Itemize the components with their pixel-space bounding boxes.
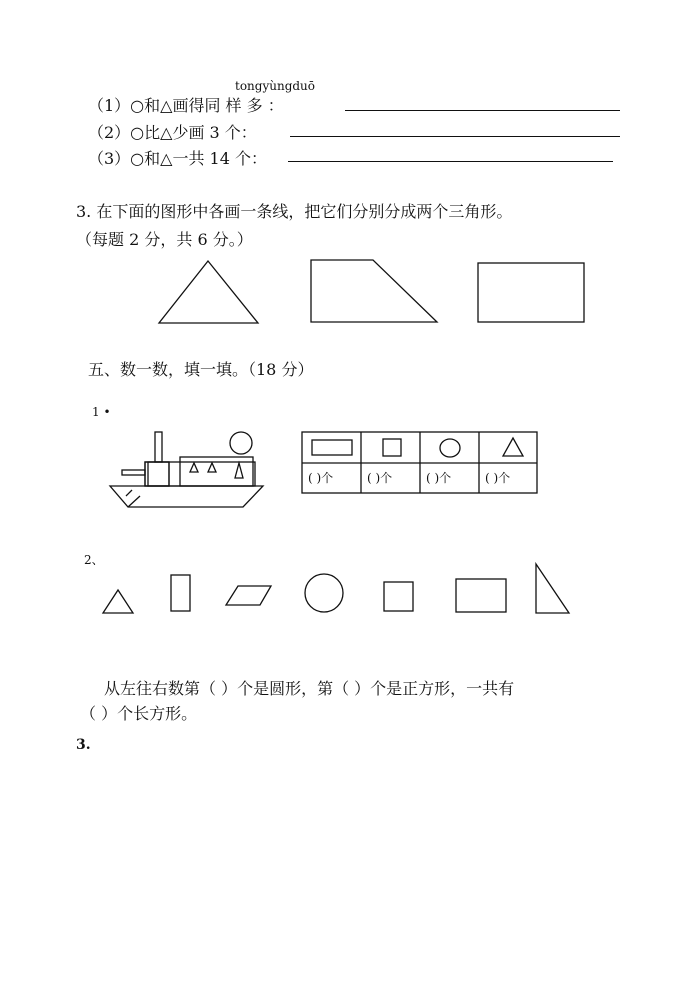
- table-answer-cell-rectangle[interactable]: ( )个: [308, 471, 334, 485]
- section5-q2-number: 2、: [84, 553, 104, 567]
- row-triangle-icon: [103, 590, 133, 613]
- boat-hull: [110, 486, 263, 507]
- table-answer-cell-circle[interactable]: ( )个: [426, 471, 452, 485]
- pinyin-annotation: tongyùngduō: [235, 79, 316, 93]
- row-square-icon: [384, 582, 413, 611]
- row-rectangle-icon: [456, 579, 506, 612]
- boat-picture: [110, 432, 263, 507]
- shape-row: [103, 564, 569, 613]
- item-1-label: （1）○和△画得同 样 多 ：: [88, 96, 284, 115]
- boat-small-triangle-2: [208, 463, 216, 472]
- trapezoid-shape[interactable]: [311, 260, 437, 322]
- table-triangle-icon: [503, 438, 523, 456]
- row-circle-icon: [305, 574, 343, 612]
- boat-circle: [230, 432, 252, 454]
- section5-q3-number: 3.: [76, 737, 91, 753]
- row-right-triangle-icon: [536, 564, 569, 613]
- boat-small-triangle-1: [190, 463, 198, 472]
- q2-sentence-line1: 从左往右数第（ ）个是圆形，第（ ）个是正方形，一共有: [104, 679, 515, 698]
- boat-small-triangle-3: [235, 463, 243, 478]
- q2-sentence-line2: （ ）个长方形。: [80, 704, 198, 723]
- row-tall-rectangle-icon: [171, 575, 190, 611]
- triangle-shape[interactable]: [159, 261, 258, 323]
- item-2-label: （2）○比△少画 3 个：: [88, 123, 257, 142]
- boat-chimney: [155, 432, 162, 462]
- q3-instruction: 3. 在下面的图形中各画一条线，把它们分别分成两个三角形。: [76, 202, 513, 221]
- section5-heading: 五、数一数，填一填。（18 分）: [88, 360, 314, 379]
- boat-side-pipe: [122, 470, 145, 475]
- table-rectangle-icon: [312, 440, 352, 455]
- table-square-icon: [383, 439, 401, 456]
- section5-q1-number: 1 •: [92, 405, 111, 419]
- rectangle-shape[interactable]: [478, 263, 584, 322]
- table-answer-cell-square[interactable]: ( )个: [367, 471, 393, 485]
- table-circle-icon: [440, 439, 460, 457]
- q3-points: （每题 2 分，共 6 分。）: [76, 230, 253, 249]
- item-3-label: （3）○和△一共 14 个：: [88, 149, 267, 168]
- row-parallelogram-icon: [226, 586, 271, 605]
- table-answer-cell-triangle[interactable]: ( )个: [485, 471, 511, 485]
